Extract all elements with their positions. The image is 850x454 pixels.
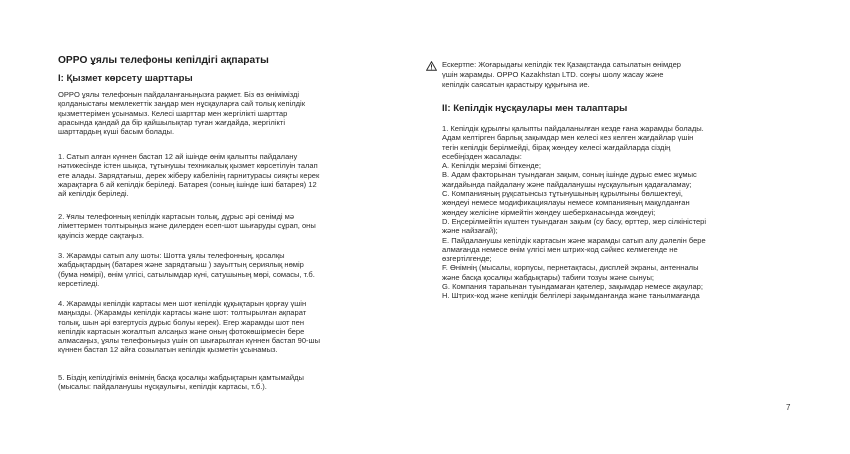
page-number: 7 — [786, 403, 791, 412]
condition-4: 4. Жарамды кепілдік картасы мен шот кепілдік құқықтарын қорғау үшін маңызды. (Жарамды кепілдік картасы және шот: толтырылған ақпарат толық, шын әрі өзгертусіз дұрыс болуы керек). Егер жарамды шот пен кепілдік картасын жоғалтып алсаңыз және оның фотокөшірмесін бере алмасаңыз, ұялы телефоныңыз үшін оп шығарылған күннен бастап 90-шы күннен бастап 12 айға созылатын кепілдік қызметін ұсынамыз. — [58, 299, 321, 355]
warranty-instructions-heading: II: Кепілдік нұсқаулары мен талаптары — [442, 103, 628, 114]
condition-5: 5. Біздің кепілдігіміз өнімнің басқа қосалқы жабдықтарын қамтымайды (мысалы: пайдаланушы нұсқаулығы, кепілдік картасы, т.б.). — [58, 373, 304, 392]
condition-2: 2. Ұялы телефонның кепілдік картасын толық, дұрыс әрі сенімді мә ліметтермен толтырыңыз және дилерден есеп-шот шығаруды сұрап, оны қауіпсіз жерде сақтаңыз. — [58, 212, 316, 240]
notice-text: Ескертпе: Жоғарыдағы кепілдік тек Қазақстанда сатылатын өнімдер үшін жарамды. OPPO Kazakhstan LTD. соңғы шолу жасау және кепілдік саясатын қарастыру құқығына ие. — [442, 60, 681, 90]
service-conditions-heading: I: Қызмет көрсету шарттары — [58, 73, 193, 84]
intro-paragraph: OPPO ұялы телефонын пайдаланғаныңызға рақмет. Біз өз өнімімізді қолданыстағы мемлекеттік заңдар мен нұсқауларға сай толық кепілдік қызметтерімен ұсынамыз. Келесі шарттар мен жергілікті шарттар арасында қандай да бір қайшылықтар туған жағдайда, жергілікті шарттардың күші басым болады. — [58, 90, 306, 137]
document-title: OPPO ұялы телефоны кепілдігі ақпараты — [58, 55, 269, 66]
warning-triangle-icon — [426, 58, 437, 68]
warranty-instructions-text: 1. Кепілдік құрылғы қалыпты пайдаланылған кезде ғана жарамды болады. Адам келтірген барлық зақымдар мен келесі кез келген жағдайлар үшін тегін кепілдік берілмейді, бірақ жөндеу келесі жағдайларда сіздің есебіңізден жасалады: A. Кепілдік мерзімі біткенде; B. Адам факторынан туындаған зақым, соның ішінде дұрыс емес жұмыс жағдайында пайдалану және пайдаланушы нұсқаулығын қадағаламау; C. Компанияның рұқсатынсыз тұтынушының құрылғыны бөлшектеуі, жөндеуі немесе модификациялауы немесе компанияның мақұлданған жөндеу желісіне кірмейтін жөндеу шеберханасында жөндеуі; D. Еңсерілмейтін күштен туындаған зақым (су басу, өрттер, жер сілкіністері және найзағай); E. Пайдаланушы кепілдік картасын және жарамды сатып алу дәлелін бере алмағанда немесе өнім үлгісі мен штрих-код сәйкес келмегенде не өзгертілгенде; F. Өнімнің (мысалы, корпусы, пернетақтасы, дисплей экраны, антенналы және басқа қосалқы жабдықтары) табиғи тозуы және сынуы; G. Компания тарапынан туындамаған қателер, зақымдар немесе ақаулар; H. Штрих-код және кепілдік белгілері зақымданғанда және танылмағанда — [442, 124, 707, 301]
condition-1: 1. Сатып алған күннен бастап 12 ай ішінде өнім қалыпты пайдалану нәтижесінде істен шықса, тұтынушы техникалық қызмет көрсетілуін талап ете алады. Зарядтағыш, дерек жіберу кабелінің гарнитурасы сияқты керек жарақтарға 6 ай кепілдік беріледі. Батарея (соның ішінде ішкі батарея) 12 ай кепілдік беріледі. — [58, 152, 320, 199]
condition-3: 3. Жарамды сатып алу шоты: Шотта ұялы телефонның, қосалқы жабдықтардың (батарея және зарядтағыш ) зауыттың сериялық нөмір (бума нөмірі), өнім үлгісі, сатылымдар күні, сатушының мөрі, сомасы, т.б. керсетіледі. — [58, 251, 315, 288]
